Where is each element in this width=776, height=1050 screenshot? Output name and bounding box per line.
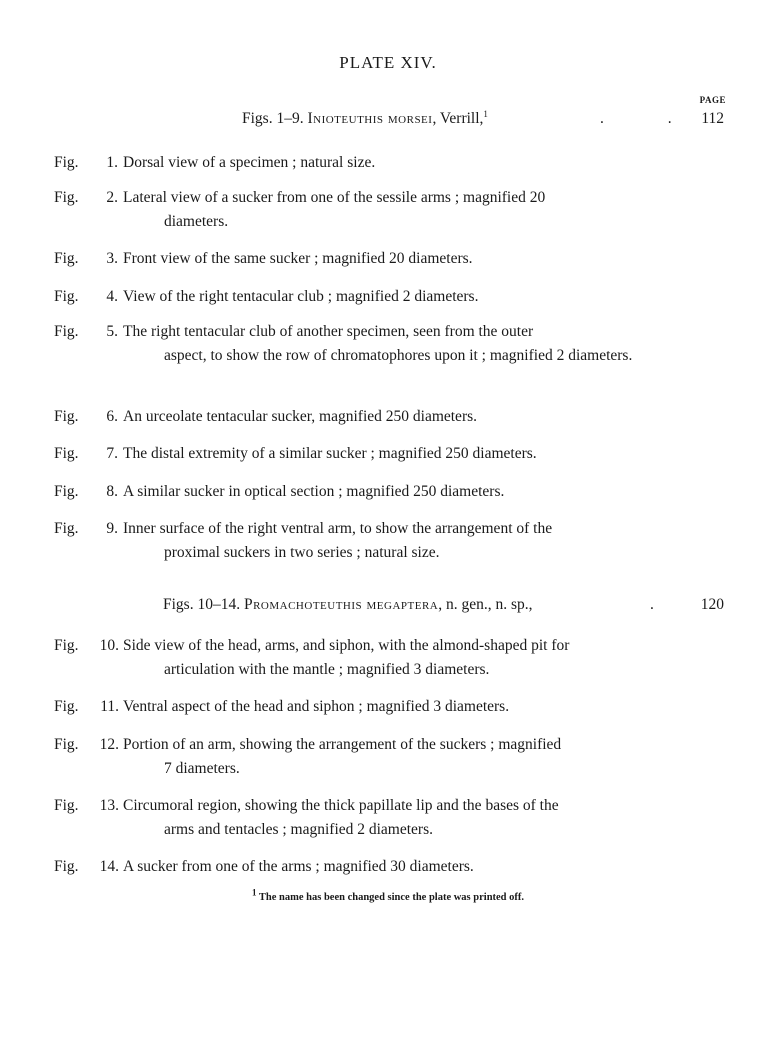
fig-caption-continuation: diameters. — [164, 213, 229, 230]
fig-caption: Front view of the same sucker ; magnified 20 diameters. — [123, 250, 473, 267]
fig-number: 6. — [106, 408, 118, 425]
fig-caption: A similar sucker in optical section ; magnified 250 diameters. — [123, 483, 505, 500]
fig-entry-4 — [54, 285, 674, 309]
fig-label: Fig. — [54, 288, 79, 305]
fig-label: Fig. — [54, 189, 79, 206]
fig-number: 1. — [106, 154, 118, 171]
fig-caption: View of the right tentacular club ; magnified 2 diameters. — [123, 288, 479, 305]
section-2-suffix: , n. gen., n. sp., — [438, 596, 533, 613]
section-1-species: Inioteuthis morsei — [307, 110, 433, 127]
fig-label: Fig. — [54, 858, 79, 875]
fig-entry-10 — [54, 634, 674, 682]
fig-caption: An urceolate tentacular sucker, magnified 250 diameters. — [123, 408, 478, 425]
fig-number: 4. — [106, 288, 118, 305]
fig-caption: Ventral aspect of the head and siphon ; magnified 3 diameters. — [123, 698, 510, 715]
fig-caption: The right tentacular club of another specimen, seen from the outer — [123, 323, 534, 340]
fig-entry-14 — [54, 855, 674, 879]
fig-label: Fig. — [54, 520, 79, 537]
fig-entry-8 — [54, 480, 674, 504]
section-1-footnote-mark: 1 — [483, 108, 488, 119]
section-1-author: , Verrill, — [432, 110, 484, 127]
fig-entry-12 — [54, 733, 674, 781]
fig-label: Fig. — [54, 408, 79, 425]
fig-caption: Circumoral region, showing the thick papillate lip and the bases of the — [123, 797, 559, 814]
page-column-header: PAGE — [699, 95, 726, 105]
fig-entry-11 — [54, 695, 674, 719]
section-2-leader-dots: . — [650, 596, 684, 613]
fig-caption-continuation: proximal suckers in two series ; natural size. — [164, 544, 440, 561]
section-2-prefix: Figs. 10–14. — [163, 596, 241, 613]
footnote — [0, 887, 776, 903]
fig-number: 11. — [100, 698, 119, 715]
fig-entry-13 — [54, 794, 674, 842]
fig-label: Fig. — [54, 736, 79, 753]
fig-label: Fig. — [54, 797, 79, 814]
fig-entry-2 — [54, 186, 674, 234]
footnote-text: The name has been changed since the plate was printed off. — [256, 892, 525, 903]
fig-number: 13. — [99, 797, 119, 814]
section-2-page: 120 — [700, 596, 724, 613]
section-heading-1 — [0, 110, 724, 132]
fig-number: 2. — [106, 189, 118, 206]
fig-caption: A sucker from one of the arms ; magnified 30 diameters. — [123, 858, 474, 875]
section-1-leader-dots: . . — [600, 110, 702, 127]
section-2-species: Promachoteuthis megaptera — [243, 596, 439, 613]
fig-caption-continuation: arms and tentacles ; magnified 2 diameters. — [164, 821, 434, 838]
fig-label: Fig. — [54, 445, 79, 462]
plate-title: PLATE XIV. — [339, 53, 437, 72]
section-heading-2 — [0, 596, 724, 618]
fig-caption: Dorsal view of a specimen ; natural size. — [123, 154, 376, 171]
fig-number: 12. — [99, 736, 119, 753]
fig-entry-1 — [54, 151, 674, 175]
fig-caption: Inner surface of the right ventral arm, to show the arrangement of the — [123, 520, 553, 537]
fig-caption: Side view of the head, arms, and siphon, with the almond-shaped pit for — [123, 637, 570, 654]
fig-label: Fig. — [54, 323, 79, 340]
footnote-mark: 1 — [251, 887, 257, 898]
fig-caption: Portion of an arm, showing the arrangement of the suckers ; magnified — [123, 736, 562, 753]
fig-label: Fig. — [54, 698, 79, 715]
fig-label: Fig. — [54, 483, 79, 500]
fig-number: 9. — [106, 520, 118, 537]
section-1-page: 112 — [701, 110, 724, 127]
fig-number: 3. — [106, 250, 118, 267]
fig-number: 8. — [106, 483, 118, 500]
fig-caption-continuation: 7 diameters. — [164, 760, 240, 777]
fig-caption: The distal extremity of a similar sucker ; magnified 250 diameters. — [123, 445, 537, 462]
fig-label: Fig. — [54, 154, 79, 171]
fig-entry-5 — [54, 320, 674, 368]
fig-entry-3 — [54, 247, 674, 271]
fig-number: 7. — [106, 445, 118, 462]
fig-entry-7 — [54, 442, 674, 466]
fig-number: 5. — [106, 323, 118, 340]
fig-number: 14. — [99, 858, 119, 875]
fig-label: Fig. — [54, 637, 79, 654]
fig-caption-continuation: articulation with the mantle ; magnified 3 diameters. — [164, 661, 490, 678]
section-1-prefix: Figs. 1–9. — [242, 110, 304, 127]
fig-label: Fig. — [54, 250, 79, 267]
fig-number: 10. — [99, 637, 119, 654]
fig-entry-9 — [54, 517, 674, 565]
fig-caption-continuation: aspect, to show the row of chromatophores upon it ; magnified 2 diameters. — [164, 347, 633, 364]
fig-caption: Lateral view of a sucker from one of the sessile arms ; magnified 20 — [123, 189, 546, 206]
fig-entry-6 — [54, 405, 674, 429]
